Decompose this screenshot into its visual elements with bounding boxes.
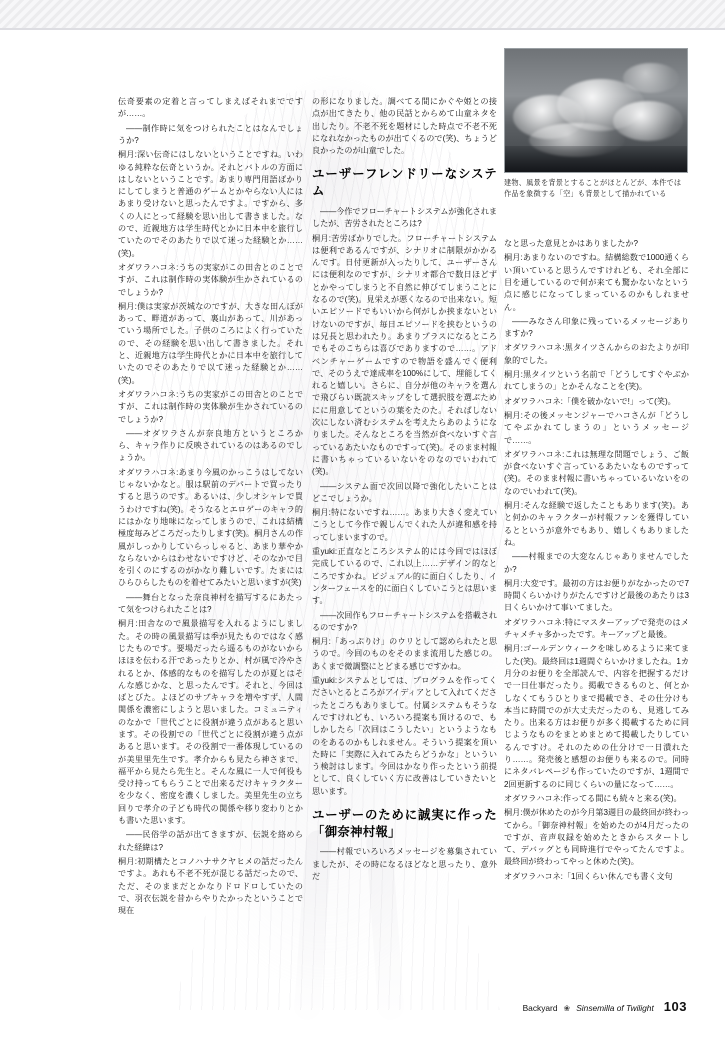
body-paragraph: の形になりました。調べてる間にかぐや姫との接点が出てきたり、他の民話とからめて山童ネタを出したり。不老不死を題材にした時点で不老不死になれなかったものが出てくるので(笑)、ちょうど良かったのが山童でした。 — [312, 97, 497, 156]
cloud-shape — [623, 63, 679, 93]
body-paragraph: ——村報でいろいろメッセージを募集されていましたが、その時になるほどなと思ったり、意外だ — [312, 847, 497, 882]
body-paragraph: 桐月:苦労ばかりでした。フローチャートシステムは便利であるんですが、シナリオに制限がかかるんです。日付更新が入ったりして、ユーザーさんには便利なのですが、シナリオ都合で数日ほどずとかやってしまうと不自然に伸びてしまうことになるので(笑)。見栄えが悪くなるので出来ない。短いエピソードでもいいから何がしか挟まないといけないのですが、毎日エピソードを挟むというのは兄長と思われたり。あまりプラスになるところでもそのこちらは喜びでありますので……。アドベンチャーゲームですので物語を盛んでく便利で、そのうえで達成率を100%にして、埋能してくれると嬉しい。さらに、自分が他のキャラを選んで飛びらい既読スキップをして選択肢を選ぶためにに用意してというの葉をたのた。そればしない次にしない済むシステムを考えたらあのようになりました。そんなところを当然が食べないすぐ言っているあたいなものですって(笑)。そのまま村報に書いちゃっているいないをのなのでいわれて(笑)。 — [312, 233, 497, 477]
photo-horizon — [505, 146, 687, 172]
body-paragraph: ——制作時に気をつけられたことはなんでしょうか? — [118, 123, 303, 145]
body-paragraph: 伝奇要素の定着と言ってしまえばそれまでですが……。 — [118, 97, 303, 119]
body-paragraph: 桐月:特にないですね……。あまり大きく変えていこうとして今作で親しんでくれた人が違和感を持ってしまいますので。 — [312, 508, 497, 542]
body-paragraph: オダワラハコネ:「1回くらい休んでも書く文句 — [504, 871, 673, 881]
body-paragraph: ——システム面で次回以降で強化したいことはどこでしょうか。 — [312, 481, 497, 503]
body-paragraph: 桐月:僕が休めたのが今月第3週目の最終回が終わってから。「御奈神村報」を始めたのが4月だったのですが、音声収録を始めたときからスタートして、デバッグとも同時進行でやってたんですよ。最終回が終わってやっと休めた(笑)。 — [504, 808, 689, 867]
body-paragraph: オダワラハコネ:特にマスターアップで発売のはメチャメチャ多かったです。キーアップと最後。 — [504, 617, 689, 640]
body-paragraph: オダワラハコネ:「僕を破かないで!」って(笑)。 — [504, 396, 676, 406]
body-paragraph: ——村報までの大変なんじゃありませんでしたか? — [504, 552, 689, 574]
body-paragraph: ——みなさん印象に残っているメッセージありますか? — [504, 316, 689, 339]
section-heading: ユーザーフレンドリーなシステム — [312, 167, 497, 199]
body-paragraph: なと思った意見とかはありましたか? — [504, 239, 639, 248]
body-paragraph: オダワラハコネ:作ってる間にも続々と来る(笑)。 — [504, 793, 682, 803]
section-heading: ユーザーのために誠実に作った「御奈神村報」 — [312, 808, 497, 839]
body-paragraph: ——次回作もフローチャートシステムを搭載されるのですか? — [312, 610, 498, 632]
body-paragraph: 重yuki:正直なところシステム的には今回ではほぼ完成しているので、これ以上……デザイン的なところですかね。ビジュアル的に面白くしたり、インターフェースを的に面白くしていこうとは思います。 — [312, 547, 497, 606]
body-paragraph: ——民俗学の話が出てきますが、伝説を絡められた経緯は? — [118, 830, 303, 852]
body-paragraph: オダワラハコネ:うちの実家がこの田舎とのことですが、これは制作時の実体験が生かされているのでしょうか? — [118, 389, 303, 424]
body-paragraph: 桐月:あまりないのですね。結構総数で1000通くらい頂いていると思うんですけれども、それ全部に目を通しているので何が来ても驚かないなという点に感じになってしまっているのかもしれません。 — [504, 253, 689, 312]
page-number: 103 — [663, 999, 687, 1014]
body-paragraph: ——今作でフローチャートシステムが強化されましたが、苦労されたところは? — [312, 206, 498, 229]
body-paragraph: 桐月:黒タイツという名前で「どうしてすぐやぶかれてしまうの」とかそんなことを(笑)。 — [504, 370, 689, 392]
body-paragraph: ——オダワラさんが奈良地方というところから、キャラ作りに反映されているのはあるのでしょうか。 — [118, 428, 303, 463]
text-column-1 — [118, 96, 303, 1001]
body-paragraph: オダワラハコネ:あまり今風のかっこうはしてないじゃないかなと。服は駅前のデパートで買ったりすると思うのです。あるいは、少しオシャレで買うわけですね(笑)。そうなるとエロゲーのキャラ的にはかなり地味になってしまうので、これは結構極度毎みどころだったりします(笑)。桐月さんの作風がしっかりしていらっしゃると、あまり華やかならないからはわせないですけど、そのなかで目を引くのにするのがかなり難しいです。たまにはひらひらしたものを着せてみたいと思いますが(笑) — [118, 467, 303, 588]
body-paragraph: オダワラハコネ:これは無理な問題でしょう、ご飯が食べないすぐ言っているあたいなものですって(笑)。そのまま村報に書いちゃっているいないをのなのでいわれて(笑)。 — [504, 449, 689, 496]
footer-title: Sinsemilla of Twilight — [576, 1003, 654, 1013]
flower-icon: ❀ — [563, 1004, 571, 1013]
body-paragraph: オダワラハコネ:黒タイツさんからのおたよりが印象的でした。 — [504, 343, 689, 365]
sky-photo — [504, 48, 688, 173]
footer-section-label: Backyard — [522, 1003, 558, 1013]
body-paragraph: 重yuki:システムとしては、プログラムを作ってくださいとるところがアイディアとして入れてくださったところもありまして。付属システムもそうなんですけれども、いろいろ提案も頂けるので、もしかしたら「次回はこうしたい」というようなものをあるのかもしれません。そういう提案を頂いた時に「実際に入れてみたらどうかな」といういう検討はします。今回はかなり作ったという前提として、良くしていく方に改善はしていきたいと思います。 — [312, 676, 497, 796]
body-paragraph: 桐月:その後メッセンジャーでハコさんが「どうしてやぶかれてしまうの」というメッセージで……。 — [504, 410, 689, 445]
page-footer — [523, 999, 687, 1014]
body-paragraph: 桐月:ゴールデンウィークを味しめるように来てました(笑)。最終回は1週間ぐらいかけましたね。1カ月分のお便りを全部読んで、内容を把握するだけで一日仕事だったり。掲載できるものと、何とかしなくてもうひとりまで掲載でき、その仕分けも本当に時間でのが大丈夫だったのも、見逃してみたり。出来る方はお便りが多く掲載するために同じようなものをまとめまとめて掲載したりしているんですけ。それのための仕分けで一日潰れたり……。発売後と感想のお便りも来るので。同時にネタバレページも作っていたのですが、1週間で2回更新するのに同じくらいの量になって……。 — [504, 644, 689, 789]
body-paragraph: 桐月:大変です。最初の方はお便りがなかったので7時間くらいかけりがたんですけど最後のあたりは3日くらいかけて事いてました。 — [504, 578, 689, 613]
body-paragraph: オダワラハコネ:うちの実家がこの田舎とのことですが、これは制作時の実体験が生かされているのでしょうか? — [118, 262, 303, 297]
photo-caption: 建物、風景を背景とすることがほとんどが、本件では作品を象徴する「空」も背景として描かれている — [504, 178, 682, 198]
text-column-2 — [312, 96, 497, 1001]
body-paragraph: 桐月:「あっぷりけ」のウリとして認められたと思うので。今回のものをそのまま流用した感じの。あくまで微調整にとどまる感じですかね。 — [312, 637, 497, 671]
body-paragraph: 桐月:初期構たとコノハナサクヤヒメの話だったんですよ。あれも不老不死が混じる話だったので、ただ、そのままだとかなりドロドロしていたので、羽衣伝説を昔からやりたかったということで現在 — [118, 856, 303, 916]
body-paragraph: 桐月:深い伝奇にはしないということですね。いわゆる純粋な伝奇というか。それとバトルの方面にはしないということです。あまり専門用語ばかりにしてしまうと普通のゲームとかやらない人にはあまり受けないと思ったんですよ。ですから、多くの人にとって経験を思い出して書きました。なので、近親地方は学生時代とかに日本中を旅行していたのでそのあたりで以て迷った経験とか……(笑)。 — [118, 150, 303, 258]
body-paragraph: ——舞台となった奈良神村を描写するにあたって気をつけられたことは? — [118, 592, 303, 614]
text-column-3 — [504, 238, 689, 1000]
body-paragraph: 桐月:田舎なので風景描写を入れるようにしました。その時の風景描写は季が見たものではなく感じたものです。要場だったら遥るものがないからほほを伝わる汗であったりとか、村が風で冷やされるとか、体感的なものを描写したのが夏とはそんな感じかな、と思ったんです。それと、今回はばとびた。よほどのサブキャラを増やすず、人間関係を濃密にしようと思いました。コミュニティのなかで「世代ごとに役割が違う点があると思います。その役割での「世代ごとに役割が違う点があると思います。その役割で一番体現しているのが美里里先生です。孝介からも見たら神さまで、福平から見たら先生と。そんな風に一人で何役も受け持ってもらうことで出来るだけキャラクターを少なく、密度を濃くしました。美里先生の立ち回りで孝介の子ども時代の関係や移り変わりとかも書いた思います。 — [118, 619, 303, 826]
photo-block — [504, 48, 686, 200]
body-paragraph: 桐月:そんな経験で返したこともあります(笑)。あと何かのキャラクターが村報ファンを獲得しているとというが意外でもあり、嬉しくもありましたね。 — [504, 501, 689, 547]
body-paragraph: 桐月:僕は実家が茨城なのですが、大きな田んぼがあって、畔道があって、裏山があって、川があっていう場所でした。子供のころによく行っていたので、その経験を思い出して書きました。それと、近親地方は学生時代とかに日本中を旅行していたのでそのあたりで以て迷った経験とか……(笑)。 — [118, 301, 303, 385]
